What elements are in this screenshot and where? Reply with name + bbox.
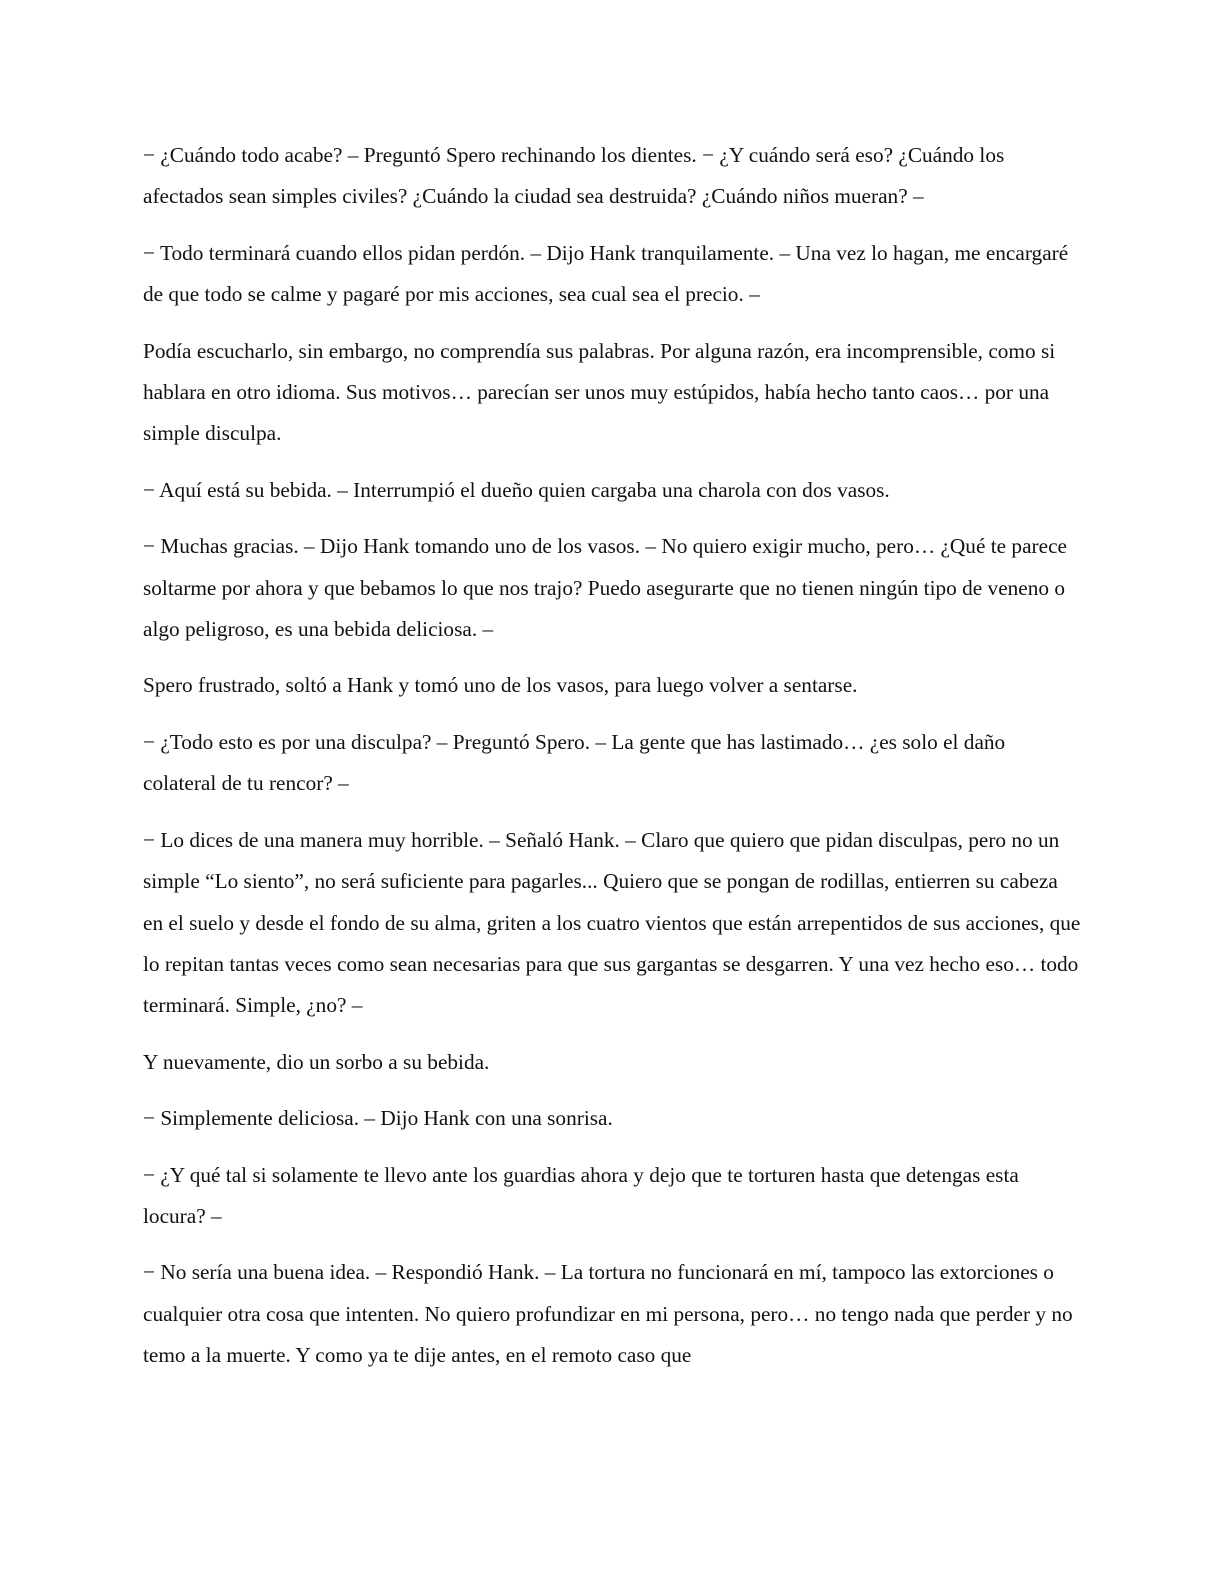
body-text: [143, 135, 1083, 1392]
paragraph-7: − ¿Todo esto es por una disculpa? – Preguntó Spero. – La gente que has lastimado… ¿es solo el daño colateral de tu rencor? –: [143, 729, 1006, 796]
paragraph-12: − No sería una buena idea. – Respondió Hank. – La tortura no funcionará en mí, tampoco las extorciones o cualquier otra cosa que intenten. No quiero profundizar en mi persona, pero… no tengo nada que perder y no temo a la muerte. Y como ya te dije antes, en el remoto caso que: [143, 1260, 1073, 1368]
paragraph-3: Podía escucharlo, sin embargo, no comprendía sus palabras. Por alguna razón, era incomprensible, como si hablara en otro idioma. Sus motivos… parecían ser unos muy estúpidos, había hecho tanto caos… por una simple disculpa.: [143, 338, 1056, 446]
paragraph-11: − ¿Y qué tal si solamente te llevo ante los guardias ahora y dejo que te torturen hasta que detengas esta locura? –: [143, 1162, 1019, 1228]
paragraph-5: − Muchas gracias. – Dijo Hank tomando uno de los vasos. – No quiero exigir mucho, pero… ¿Qué te parece soltarme por ahora y que bebamos lo que nos trajo? Puedo asegurarte que no tienen ningún tipo de veneno o algo peligroso, es una bebida deliciosa. –: [143, 534, 1067, 642]
paragraph-2: − Todo terminará cuando ellos pidan perdón. – Dijo Hank tranquilamente. – Una vez lo hagan, me encargaré de que todo se calme y pagaré por mis acciones, sea cual sea el precio. –: [143, 240, 1069, 307]
paragraph-9: Y nuevamente, dio un sorbo a su bebida.: [143, 1049, 490, 1074]
paragraph-6: Spero frustrado, soltó a Hank y tomó uno de los vasos, para luego volver a sentarse.: [143, 673, 858, 698]
paragraph-1: − ¿Cuándo todo acabe? – Preguntó Spero rechinando los dientes. − ¿Y cuándo será eso? ¿Cuándo los afectados sean simples civiles? ¿Cuándo la ciudad sea destruida? ¿Cuándo niños mueran? –: [143, 143, 1005, 209]
paragraph-10: − Simplemente deliciosa. – Dijo Hank con una sonrisa.: [143, 1106, 613, 1131]
paragraph-4: − Aquí está su bebida. – Interrumpió el dueño quien cargaba una charola con dos vasos.: [143, 477, 890, 502]
paragraph-8: − Lo dices de una manera muy horrible. – Señaló Hank. – Claro que quiero que pidan disculpas, pero no un simple “Lo siento”, no será suficiente para pagarles... Quiero que se pongan de rodillas, entierren su cabeza en el suelo y desde el fondo de su alma, griten a los cuatro vientos que están arrepentidos de sus acciones, que lo repitan tantas veces como sean necesarias para que sus gargantas se desgarren. Y una vez hecho eso… todo terminará. Simple, ¿no? –: [143, 827, 1081, 1018]
